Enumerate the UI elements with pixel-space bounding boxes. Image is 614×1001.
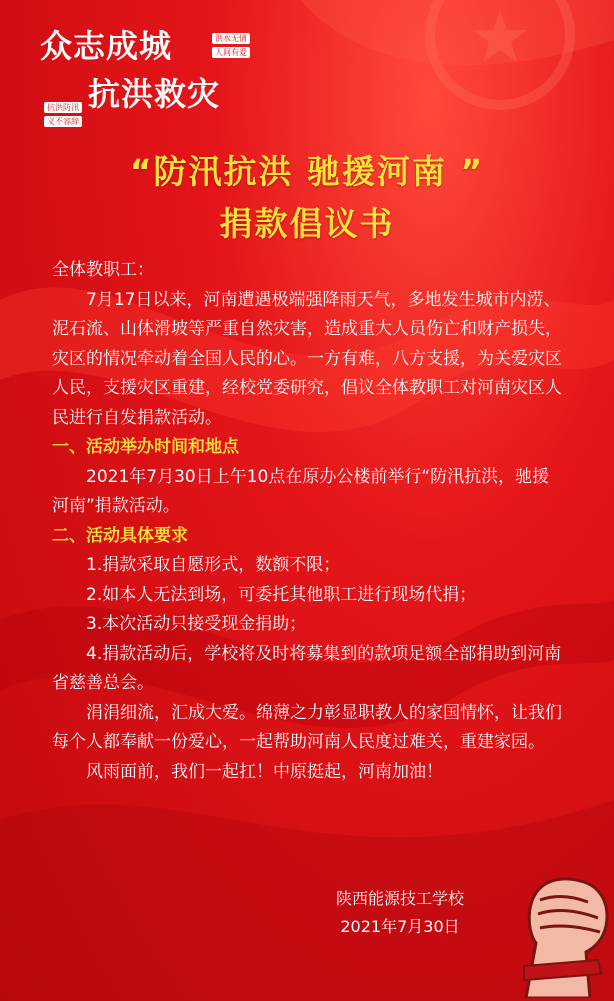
closing-paragraph: 涓涓细流，汇成大爱。绵薄之力彰显职教人的家国情怀，让我们每个人都奉献一份爱心，一起帮助河南人民度过难关，重建家园。 — [52, 702, 562, 752]
page-subtitle: 捐款倡议书 — [219, 204, 395, 243]
requirement-item: 4.捐款活动后，学校将及时将募集到的款项足额全部捐助到河南省慈善总会。 — [52, 643, 562, 693]
logo-tag: 人间有爱 — [212, 47, 250, 58]
logo-line-2: 抗洪救灾 — [88, 75, 221, 113]
logo-line-1: 众志成城 — [40, 27, 173, 65]
signature-date: 2021年7月30日 — [340, 917, 460, 936]
national-emblem-icon — [400, 0, 600, 120]
closing-slogan: 风雨面前，我们一起扛！中原挺起，河南加油！ — [86, 761, 443, 782]
section-time-place-text: 2021年7月30日上午10点在原办公楼前举行“防汛抗洪，驰援河南”捐款活动。 — [52, 466, 550, 516]
slogan-logo — [40, 26, 250, 126]
logo-tag: 洪水无情 — [212, 33, 250, 44]
requirement-item: 1.捐款采取自愿形式，数额不限； — [86, 555, 341, 575]
page-title: “防汛抗洪 驰援河南 ” — [129, 152, 485, 191]
proposal-body — [52, 256, 566, 787]
signature-org: 陕西能源技工学校 — [335, 889, 464, 908]
section-heading-time-place: 一、活动举办时间和地点 — [52, 437, 239, 457]
salutation: 全体教职工： — [52, 260, 154, 280]
logo-tag: 抗洪防汛 — [44, 102, 82, 113]
logo-tag: 义不容辞 — [44, 116, 82, 127]
requirement-item: 2.如本人无法到场，可委托其他职工进行现场代捐； — [86, 584, 477, 605]
intro-paragraph: 7月17日以来，河南遭遇极端强降雨天气，多地发生城市内涝、泥石流、山体滑坡等严重自然灾害，造成重大人员伤亡和财产损失，灾区的情况牵动着全国人民的心。一方有难，八方支援，为关爱灾区人民，支援灾区重建，经校党委研究，倡议全体教职工对河南灾区人民进行自发捐款活动。 — [52, 289, 562, 428]
fist-icon — [506, 848, 614, 998]
requirement-item: 3.本次活动只接受现金捐助； — [86, 614, 307, 634]
section-heading-requirements: 二、活动具体要求 — [52, 525, 188, 546]
